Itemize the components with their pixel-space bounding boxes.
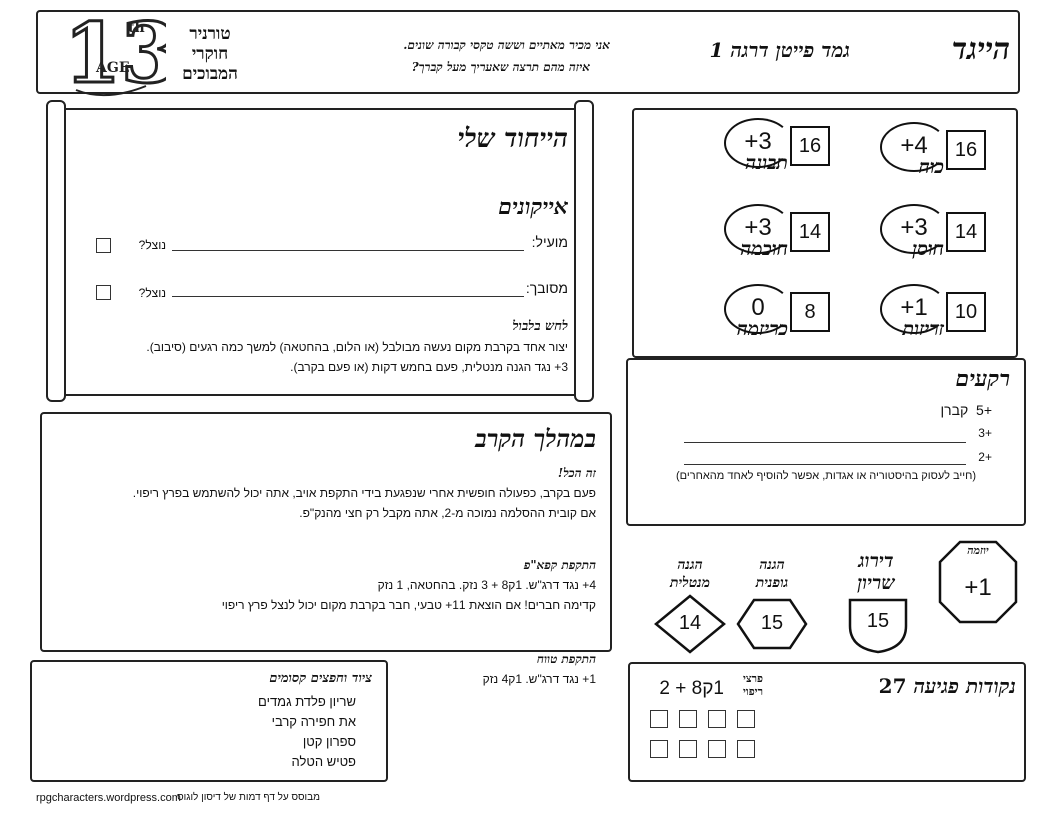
stat-name-3: חוסן xyxy=(912,238,944,260)
melee-line-2: קדימה חברים! אם הוצאת 11+ טבעי, חבר בקרבת מקום יכול לנצל פרץ ריפוי xyxy=(221,598,596,612)
equipment-title: ציוד וחפצים קסומים xyxy=(269,671,372,686)
ac-value: 15 xyxy=(866,610,890,632)
hp-value: 27 xyxy=(878,674,907,698)
stat-mod-4: +3 xyxy=(724,204,792,254)
stat-mod-2: +3 xyxy=(724,118,792,168)
positive-icon-line[interactable] xyxy=(172,250,524,251)
recovery-checkbox[interactable] xyxy=(737,710,755,728)
stat-mod-1: +4 xyxy=(880,122,948,172)
positive-used-label: נוצל? xyxy=(138,238,166,252)
pd-label-1: הגנה xyxy=(759,557,785,573)
stat-mod-6: 0 xyxy=(724,284,792,334)
equipment-item-3: ספרון קטן xyxy=(302,734,356,749)
recoveries-label xyxy=(728,672,778,698)
hp-label: נקודות פגיעה xyxy=(913,674,1016,698)
recoveries-label-1: פרצי xyxy=(742,672,764,685)
ranged-title: התקפת טווח xyxy=(536,652,596,666)
stat-mod-3: +3 xyxy=(880,204,948,254)
negative-icon-label: מסובך: xyxy=(525,280,568,296)
negative-used-label: נוצל? xyxy=(138,286,166,300)
ac-label-2: שריון xyxy=(857,572,895,594)
recovery-checkbox[interactable] xyxy=(708,710,726,728)
md-label-1: הגנה xyxy=(677,557,703,573)
stat-name-5: זריזות xyxy=(902,318,944,340)
initiative-label: יוזמה xyxy=(967,544,989,557)
tourney-line-2: חוקרי xyxy=(191,44,229,64)
tourney-title xyxy=(160,24,260,84)
footer-credit: מבוסס על דף דמות של דיסון לוגוס xyxy=(177,792,320,803)
backgrounds-title: רקעים xyxy=(955,366,1010,392)
tourney-line-1: טורניר xyxy=(189,24,231,44)
stat-name-2: תבונה xyxy=(745,152,788,174)
talent-line-1: יצור אחד בקרבת מקום נעשה מבולבל (או הלום, בהחטאה) למשך כמה רגעים (סיבוב). xyxy=(146,340,568,354)
recovery-checkbox[interactable] xyxy=(737,740,755,758)
background-bonus-1: +5 xyxy=(976,402,992,418)
recoveries-label-2: ריפוי xyxy=(743,685,763,698)
background-line-2[interactable] xyxy=(684,442,966,443)
uniques-title: הייחוד שלי xyxy=(457,124,568,154)
md-label xyxy=(652,556,728,592)
pd-value: 15 xyxy=(760,612,784,634)
backgrounds-note: (חייב לעסוק בהיסטוריה או אגדות, אפשר להוסיף לאחד מהאחרים) xyxy=(675,470,976,482)
talent-line-2: 3+ נגד הגנה מנטלית, פעם בחמש דקות (או פעם בקרב). xyxy=(290,360,568,374)
intro-line-1: אני מכיר מאתיים וששה טקסי קבורה שונים. xyxy=(403,38,610,52)
background-line-3[interactable] xyxy=(684,464,966,465)
positive-used-checkbox[interactable] xyxy=(96,238,111,253)
stat-name-1: כוח xyxy=(918,156,944,178)
logo xyxy=(56,2,166,102)
stat-score-1: 16 xyxy=(946,130,986,170)
initiative-value: +1 xyxy=(964,574,992,601)
stat-score-5: 10 xyxy=(946,292,986,332)
character-name: הייגד xyxy=(951,32,1010,67)
tourney-line-3: המבוכים xyxy=(182,64,238,84)
ac-label-1: דירוג xyxy=(858,550,894,572)
recovery-checkbox[interactable] xyxy=(650,740,668,758)
stat-score-3: 14 xyxy=(946,212,986,252)
pd-label xyxy=(734,556,810,592)
ranged-line-1: 1+ נגד דרג"ש. 1ק4 נזק xyxy=(482,672,596,686)
melee-line-1: 4+ נגד דרג"ש. 1ק8 + 3 נזק. בהחטאה, 1 נזק xyxy=(377,578,596,592)
stat-mod-5: +1 xyxy=(880,284,948,334)
background-bonus-2: +3 xyxy=(978,426,992,440)
pd-label-2: גופנית xyxy=(755,575,789,591)
intro-line-2: איזה מהם תרצה שאעריך מעל קברך? xyxy=(411,60,590,74)
md-label-2: מנטלית xyxy=(669,575,711,591)
zeh-line-1: פעם בקרב, כפעולה חופשית אחרי שנפגעת בידי התקפת אויב, אתה יכול להשתמש בפרץ ריפוי. xyxy=(132,486,596,500)
negative-icon-line[interactable] xyxy=(172,296,524,297)
zeh-line-2: אם קובית ההסלמה נמוכה מ-2, אתה מקבל רק חצי מהנק"פ. xyxy=(299,506,596,520)
talent-title: לחש בלבול xyxy=(512,319,568,334)
logo-art xyxy=(56,2,166,102)
equipment-item-2: את חפירה קרבי xyxy=(271,714,356,729)
icons-title: אייקונים xyxy=(498,194,568,220)
equipment-item-1: שריון פלדת גמדים xyxy=(258,694,356,709)
svg-text:th: th xyxy=(128,20,145,36)
ac-label xyxy=(828,550,924,594)
recovery-roll: 1ק8 + 2 xyxy=(659,678,724,699)
stat-score-2: 16 xyxy=(790,126,830,166)
equipment-item-4: פטיש הטלה xyxy=(291,754,356,769)
background-bonus-3: +2 xyxy=(978,450,992,464)
background-row-1 xyxy=(700,402,992,418)
svg-text:AGE: AGE xyxy=(96,60,130,76)
scroll-roll-right xyxy=(574,100,594,402)
footer-site[interactable]: rpgcharacters.wordpress.com xyxy=(36,792,181,804)
svg-text:13: 13 xyxy=(64,6,166,102)
background-text-1: קברן xyxy=(940,402,969,418)
negative-used-checkbox[interactable] xyxy=(96,285,111,300)
positive-icon-label: מועיל: xyxy=(531,234,568,250)
scroll-roll-left xyxy=(46,100,66,402)
stat-name-6: כריזמה xyxy=(736,318,788,340)
stat-name-4: חוכמה xyxy=(740,238,788,260)
zeh-title: זה הכל! xyxy=(557,466,596,480)
recovery-checkbox[interactable] xyxy=(708,740,726,758)
melee-title: התקפת קפא"פ xyxy=(523,558,596,572)
recovery-checkbox[interactable] xyxy=(679,740,697,758)
stat-score-6: 8 xyxy=(790,292,830,332)
recovery-checkbox[interactable] xyxy=(679,710,697,728)
md-value: 14 xyxy=(678,612,702,634)
hp-title xyxy=(820,674,1016,699)
equipment-list xyxy=(150,692,356,772)
class-line: גמד פייטן דרגה 1 xyxy=(709,38,850,62)
recovery-checkbox[interactable] xyxy=(650,710,668,728)
stat-score-4: 14 xyxy=(790,212,830,252)
combat-title: במהלך הקרב xyxy=(475,424,596,453)
